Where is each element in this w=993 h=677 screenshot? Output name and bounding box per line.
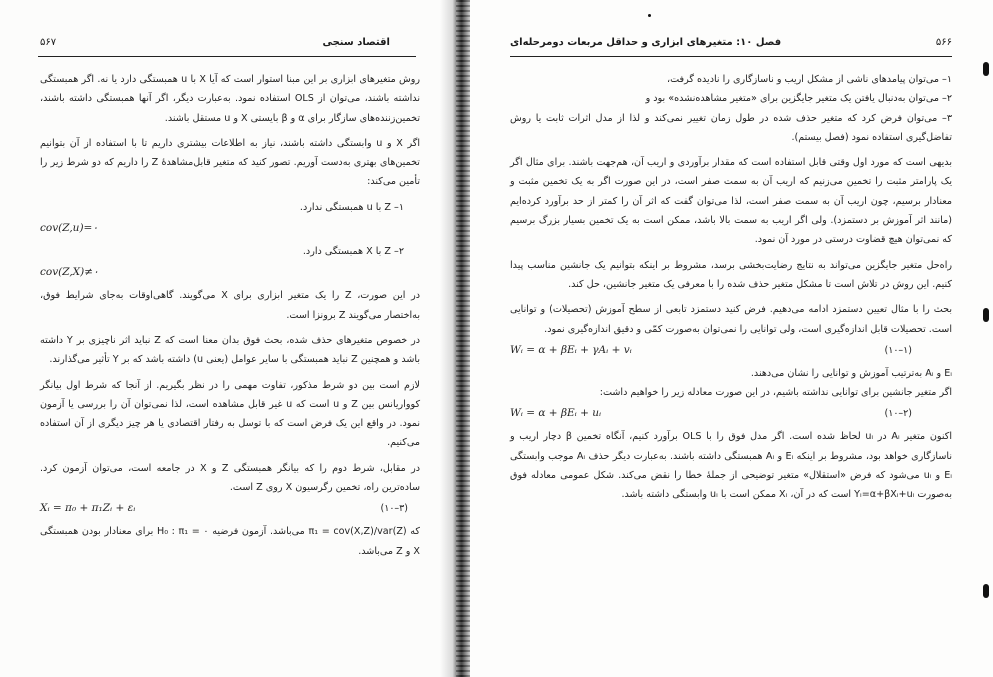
left-page-number: ۵۶۷ <box>40 37 57 48</box>
binder-hole <box>983 62 989 76</box>
list-item: ۳– می‌توان فرض کرد که متغیر حذف شده در طول زمان تغییر نمی‌کند و لذا از مدل اثرات ثابت یا روش تفاضل‌گیری استفاده نمود (فصل بیستم). <box>510 112 952 143</box>
right-page-number: ۵۶۶ <box>935 37 952 48</box>
paragraph: بدیهی است که مورد اول وقتی قابل استفاده است که مقدار برآوردی و اریب آن، هم‌جهت باشند. برای مثال اگر یک پارامتر مثبت را تخمین می‌زنیم که اریب آن به سمت صفر است، در این صورت اگر به یک تخمین مثبت و معنادار برسیم، چون اریب آن به سمت صفر است، لذا می‌توان گفت که اثر آن را کمتر از حد برآورد کرده‌ایم (مانند اثر آموزش بر دستمزد). ولی اگر اریب به سمت بالا باشد، ممکن است به یک تخمین بسیار بزرگ برسیم که نمی‌توان هیچ قضاوت درستی در مورد آن نمود. <box>510 157 952 246</box>
right-page <box>470 0 993 677</box>
right-header-rule <box>510 56 952 57</box>
paragraph: اگر متغیر جانشین برای توانایی نداشته باشیم، در این صورت معادله زیر را خواهیم داشت: <box>599 387 952 399</box>
condition-item: ۲– Z با X همبستگی دارد. <box>302 246 404 258</box>
paragraph: در خصوص متغیرهای حذف شده، بحث فوق بدان معنا است که Z نباید اثر ناچیزی بر Y داشته باشد و همچنین Z نباید همبستگی با سایر عوامل (یعنی u) داشته باشد که بر Y تأثیر می‌گذارند. <box>40 334 420 366</box>
equation-number: (۱۰–۲) <box>884 408 912 420</box>
paragraph: اگر X و u وابستگی داشته باشند، نیاز به اطلاعات بیشتری داریم تا با استفاده از آن بتوانیم تخمین‌های بهتری به‌دست آوریم. تصور کنید که متغیر قابل‌مشاهدهٔ Z را داریم که دو شرط زیر را تأمین می‌کند: <box>40 137 420 188</box>
equation-text: Xᵢ = π₀ + π₁Zᵢ + εᵢ <box>40 502 136 515</box>
paragraph: راه‌حل متغیر جایگزین می‌تواند به نتایج رضایت‌بخشی برسد، مشروط بر اینکه بتوانیم یک جانشین مناسب پیدا کنیم. این روش در تلاش است تا مشکل متغیر حذف شده را با معرفی یک متغیر جانشین، حل کند. <box>510 259 952 290</box>
equation-text: cov(Z,u)=۰ <box>40 222 98 235</box>
binder-hole <box>983 308 989 322</box>
equation-10-1 <box>510 341 952 360</box>
condition-item: ۱– Z با u همبستگی ندارد. <box>299 201 404 213</box>
left-header-rule <box>38 56 416 57</box>
left-running-head: اقتصاد سنجی <box>322 37 390 48</box>
paragraph: Eᵢ و Aᵢ به‌ترتیب آموزش و توانایی را نشان می‌دهند. <box>750 367 952 379</box>
paragraph: در مقابل، شرط دوم را که بیانگر همبستگی Z و X در جامعه است، می‌توان آزمون کرد. ساده‌ترین راه، تخمین رگرسیون X روی Z است. <box>40 462 420 494</box>
equation-10-2 <box>510 404 952 423</box>
paragraph: بحث را با مثال تعیین دستمزد ادامه می‌دهیم. فرض کنید دستمزد تابعی از سطح آموزش (تحصیلات) و توانایی است. تحصیلات قابل اندازه‌گیری است، ولی توانایی را نمی‌توان به‌صورت کمّی و دقیق اندازه‌گیری نمود. <box>510 304 952 335</box>
equation-number: (۱۰–۱) <box>884 344 912 356</box>
equation-text: Wᵢ = α + βEᵢ + γAᵢ + vᵢ <box>510 343 632 356</box>
paragraph: که π₁ = cov(X,Z)/var(Z) می‌باشد. آزمون فرضیه H₀ : π₁ = ۰ برای معنادار بودن همبستگی X و Z می‌باشد. <box>40 526 420 557</box>
right-page-body <box>510 70 952 511</box>
left-page-body <box>40 70 420 567</box>
equation-number: (۱۰–۳) <box>380 503 408 515</box>
paragraph: اکنون متغیر Aᵢ در uᵢ لحاظ شده است. اگر مدل فوق را با OLS برآورد کنیم، آنگاه تخمین β دچار اریب و ناسازگاری خواهد بود، مشروط بر اینکه Eᵢ و Aᵢ همبستگی داشته باشند. به‌عبارت دیگر حذف Aᵢ موجب وابستگی Eᵢ و uᵢ می‌شود که فرض «استقلال» متغیر توضیحی از جملهٔ خطا را نقض می‌کند. شکل عمومی معادله فوق به‌صورت Yᵢ=α+βXᵢ+uᵢ است که در آن، Xᵢ ممکن است با uᵢ وابستگی داشته باشد. <box>510 431 952 501</box>
right-page-header <box>510 37 952 55</box>
equation-cov-zu <box>40 219 420 238</box>
page-mark <box>648 14 651 17</box>
binder-hole <box>983 584 989 598</box>
paragraph: در این صورت، Z را یک متغیر ابزاری برای X می‌گویند. گاهی‌اوقات به‌جای شرایط فوق، به‌اختصار می‌گویند Z برونزا است. <box>40 290 421 321</box>
paragraph: روش متغیرهای ابزاری بر این مبنا استوار است که آیا X با u همبستگی دارد یا نه. اگر همبستگی نداشته باشند، می‌توان از OLS استفاده نمود. به‌عبارت دیگر، اگر آنها همبستگی داشته باشند، تخمین‌زننده‌های سازگار برای α و β بایستی X و u مستقل باشند. <box>40 74 421 124</box>
equation-10-3 <box>40 499 420 518</box>
right-running-head: فصل ۱۰: متغیرهای ابزاری و حداقل مربعات دومرحله‌ای <box>510 37 782 48</box>
equation-cov-zx <box>40 263 420 282</box>
equation-text: cov(Z,X)≠۰ <box>40 266 99 279</box>
gutter-shadow <box>456 0 470 677</box>
paragraph: لازم است بین دو شرط مذکور، تفاوت مهمی را در نظر بگیریم. از آنجا که شرط اول بیانگر کوواریانس بین Z و u است که u غیر قابل مشاهده است، لذا نمی‌توان آن را بررسی یا آزمون نمود. در واقع این یک فرض است که با توسل به رفتار اقتصادی یا هر چیز دیگری از آن استفاده می‌کنیم. <box>40 379 421 449</box>
list-item: ۲– می‌توان به‌دنبال یافتن یک متغیر جایگزین برای «متغیر مشاهده‌نشده» بود و <box>645 93 952 105</box>
left-page <box>0 0 452 677</box>
equation-text: Wᵢ = α + βEᵢ + uᵢ <box>510 407 602 420</box>
left-page-header <box>40 37 420 55</box>
list-item: ۱– می‌توان پیامدهای ناشی از مشکل اریب و ناسازگاری را نادیده گرفت، <box>666 74 952 85</box>
